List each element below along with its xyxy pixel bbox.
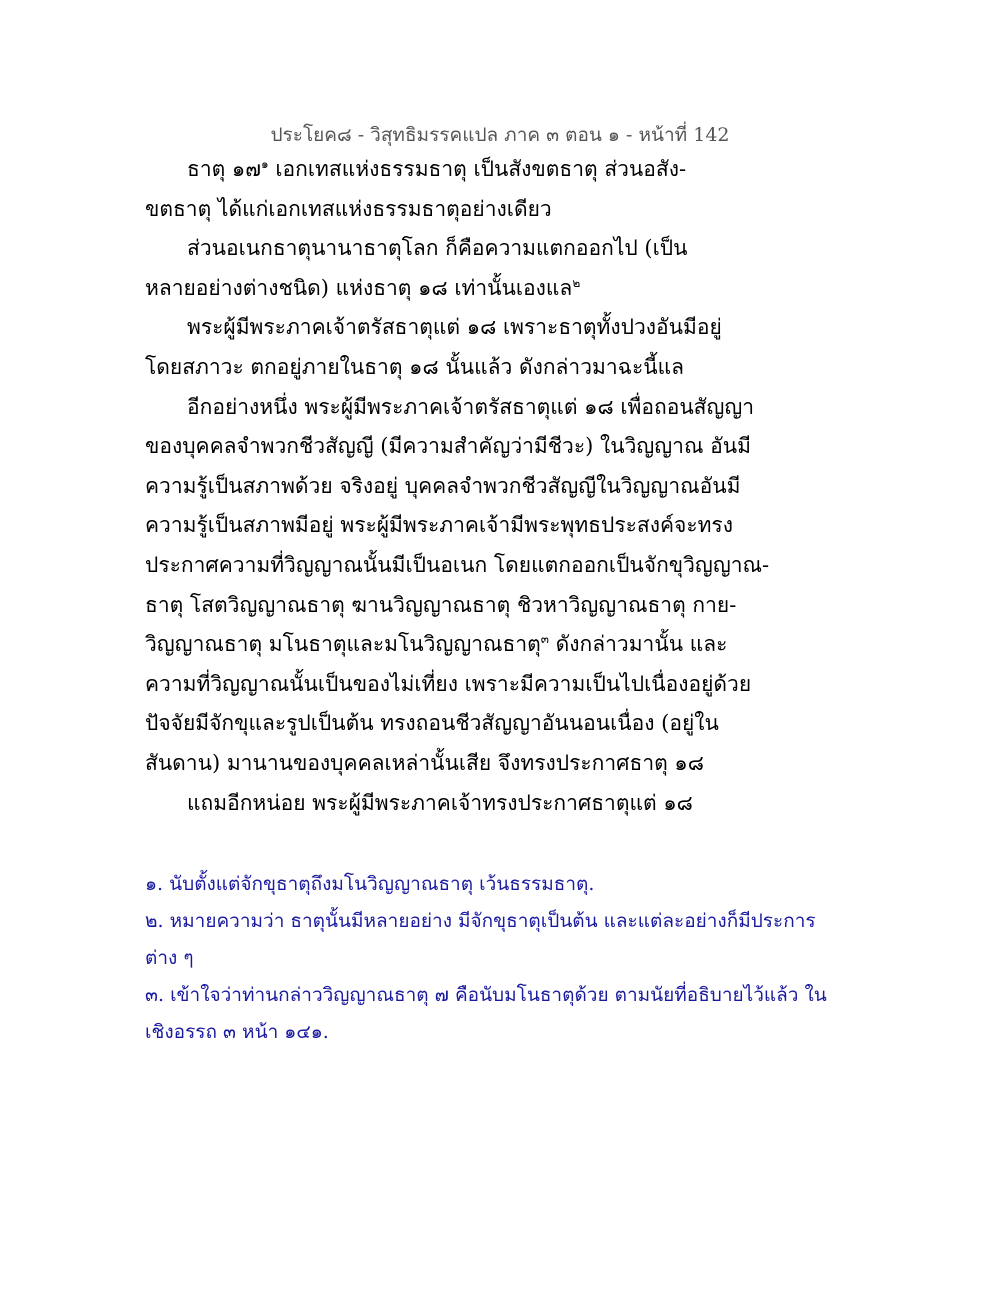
text-line: ส่วนอเนกธาตุนานาธาตุโลก ก็คือความแตกออกไป (เป็น	[187, 236, 688, 261]
text-line: ธาตุ ๑๗$^๑$ เอกเทสแห่งธรรมธาตุ เป็นสังขตธาตุ ส่วนอสัง-	[187, 157, 687, 181]
footnote-2-cont: ต่าง ๆ	[145, 947, 194, 969]
text-line: สันดาน) มานานของบุคคลเหล่านั้นเสีย จึงทรงประกาศธาตุ ๑๘	[145, 750, 704, 775]
footnote-3-cont: เชิงอรรถ ๓ หน้า ๑๔๑.	[145, 1021, 329, 1043]
text-line: ความที่วิญญาณนั้นเป็นของไม่เที่ยง เพราะมีความเป็นไปเนื่องอยู่ด้วย	[145, 671, 752, 696]
footnote-ref[interactable]: ๑	[261, 157, 269, 171]
text-line: ของบุคคลจำพวกชีวสัญญี (มีความสำคัญว่ามีชีวะ) ในวิญญาณ อันมี	[145, 434, 751, 459]
text-line: ธาตุ โสตวิญญาณธาตุ ฆานวิญญาณธาตุ ชิวหาวิญญาณธาตุ กาย-	[145, 592, 737, 617]
footnote-1: ๑. นับตั้งแต่จักขุธาตุถึงมโนวิญญาณธาตุ เว้นธรรมธาตุ.	[145, 873, 595, 895]
text-line: ความรู้เป็นสภาพด้วย จริงอยู่ บุคคลจำพวกชีวสัญญีในวิญญาณอันมี	[145, 473, 741, 498]
body-text	[145, 150, 865, 823]
text-line: ประกาศความที่วิญญาณนั้นมีเป็นอเนก โดยแตกออกเป็นจักขุวิญญาณ-	[145, 552, 770, 577]
footnote-ref[interactable]: ๓	[540, 632, 549, 647]
page-header: ประโยค๘ - วิสุทธิมรรคแปล ภาค ๓ ตอน ๑ - หน้าที่ 142	[270, 124, 730, 146]
text-line: ปัจจัยมีจักขุและรูปเป็นต้น ทรงถอนชีวสัญญาอันนอนเนื่อง (อยู่ใน	[145, 711, 719, 736]
footnote-ref[interactable]: ๒	[572, 275, 581, 290]
text-line: ขตธาตุ ได้แก่เอกเทสแห่งธรรมธาตุอย่างเดียว	[145, 196, 552, 221]
text-line: พระผู้มีพระภาคเจ้าตรัสธาตุแต่ ๑๘ เพราะธาตุทั้งปวงอันมีอยู่	[187, 315, 722, 340]
text-line: ความรู้เป็นสภาพมีอยู่ พระผู้มีพระภาคเจ้ามีพระพุทธประสงค์จะทรง	[145, 513, 733, 538]
text-line: หลายอย่างต่างชนิด) แห่งธาตุ ๑๘ เท่านั้นเองแล$^๒$	[145, 275, 581, 300]
text-line: โดยสภาวะ ตกอยู่ภายในธาตุ ๑๘ นั้นแล้ว ดังกล่าวมาฉะนี้แล	[145, 354, 684, 379]
footnotes	[145, 866, 865, 1051]
text-line: แถมอีกหน่อย พระผู้มีพระภาคเจ้าทรงประกาศธาตุแต่ ๑๘	[187, 790, 693, 815]
footnote-3: ๓. เข้าใจว่าท่านกล่าววิญญาณธาตุ ๗ คือนับมโนธาตุด้วย ตามนัยที่อธิบายไว้แล้ว ใน	[145, 984, 827, 1006]
footnote-2: ๒. หมายความว่า ธาตุนั้นมีหลายอย่าง มีจักขุธาตุเป็นต้น และแต่ละอย่างก็มีประการ	[145, 910, 816, 932]
text-line: วิญญาณธาตุ มโนธาตุและมโนวิญญาณธาตุ$^๓$ ดังกล่าวมานั้น และ	[145, 632, 728, 657]
text-line: อีกอย่างหนึ่ง พระผู้มีพระภาคเจ้าตรัสธาตุแต่ ๑๘ เพื่อถอนสัญญา	[187, 394, 755, 419]
